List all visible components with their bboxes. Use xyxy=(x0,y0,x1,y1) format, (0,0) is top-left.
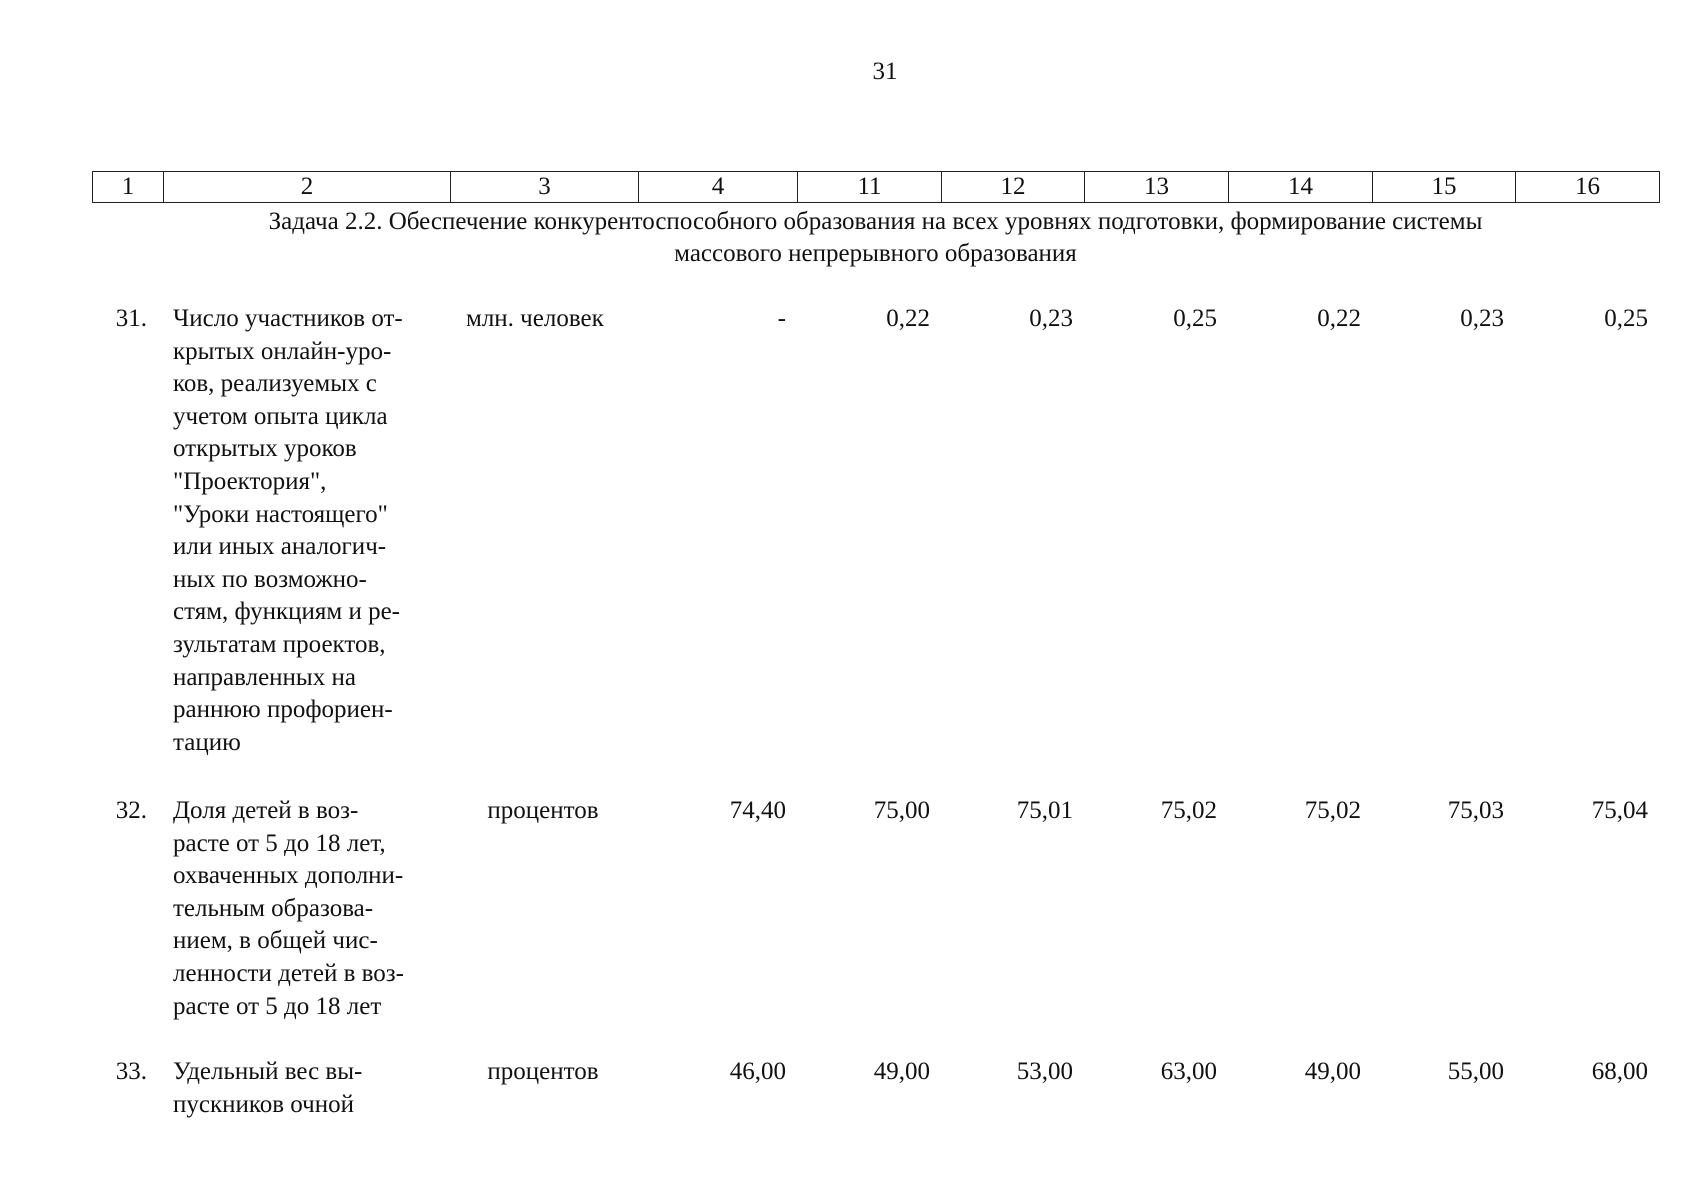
value-col-12: 0,23 xyxy=(1029,305,1073,332)
page-number: 31 xyxy=(872,58,898,85)
value-col-12: 53,00 xyxy=(1016,1058,1073,1085)
value-col-14: 49,00 xyxy=(1304,1058,1361,1085)
value-col-11: 75,00 xyxy=(873,797,930,824)
value-col-13: 0,25 xyxy=(1173,305,1217,332)
indicator-name-line: открытых уроков xyxy=(173,435,357,463)
value-col-15: 0,23 xyxy=(1460,305,1504,332)
indicator-name-line: "Проектория", xyxy=(173,467,327,495)
indicator-name-line: охваченных дополни- xyxy=(173,862,404,890)
value-col-16: 68,00 xyxy=(1591,1058,1648,1085)
indicator-name-line: крытых онлайн-уро- xyxy=(173,337,392,365)
value-col-12: 75,01 xyxy=(1016,797,1073,824)
value-col-14: 0,22 xyxy=(1317,305,1361,332)
value-col-15: 75,03 xyxy=(1447,797,1504,824)
indicator-name-line: ленности детей в воз- xyxy=(173,959,404,987)
header-col-16: 16 xyxy=(1516,172,1660,203)
indicator-name-line: ных по возможно- xyxy=(173,565,367,593)
column-number-header xyxy=(92,171,1660,203)
header-col-1: 1 xyxy=(93,172,164,203)
indicator-name-line: направленных на xyxy=(173,663,356,691)
indicator-name-line: стям, функциям и ре- xyxy=(173,598,400,626)
indicator-name-line: зультатам проектов, xyxy=(173,630,386,658)
value-col-13: 75,02 xyxy=(1160,797,1217,824)
indicator-name-line: ков, реализуемых с xyxy=(173,370,377,398)
indicator-name-line: Удельный вес вы- xyxy=(173,1058,363,1085)
unit-of-measure: процентов xyxy=(487,797,599,824)
section-title-line: массового непрерывного образования xyxy=(674,240,1077,267)
header-col-15: 15 xyxy=(1373,172,1516,203)
header-col-11: 11 xyxy=(798,172,942,203)
header-col-3: 3 xyxy=(451,172,639,203)
indicator-name-line: учетом опыта цикла xyxy=(173,402,388,430)
value-col-4: 46,00 xyxy=(729,1058,786,1085)
indicator-name-line: тацию xyxy=(173,728,241,756)
value-col-11: 49,00 xyxy=(873,1058,930,1085)
value-col-4: 74,40 xyxy=(729,797,786,824)
value-col-16: 0,25 xyxy=(1604,305,1648,332)
header-row xyxy=(93,172,1660,203)
indicator-name-line: расте от 5 до 18 лет, xyxy=(173,829,386,857)
indicator-name xyxy=(173,303,463,759)
value-col-14: 75,02 xyxy=(1304,797,1361,824)
indicator-name xyxy=(173,795,463,1023)
indicator-name-line: Число участников от- xyxy=(173,305,403,332)
header-col-2: 2 xyxy=(164,172,451,203)
header-col-14: 14 xyxy=(1229,172,1373,203)
header-col-13: 13 xyxy=(1085,172,1229,203)
indicator-name-line: "Уроки настоящего" xyxy=(173,500,388,528)
indicator-name-line: тельным образова- xyxy=(173,894,374,922)
unit-of-measure: процентов xyxy=(487,1058,599,1085)
row-number: 32. xyxy=(115,797,147,824)
indicator-name-line: расте от 5 до 18 лет xyxy=(173,992,382,1020)
row-number: 31. xyxy=(115,305,147,332)
indicator-name-line: Доля детей в воз- xyxy=(173,797,359,824)
indicator-name-line: нием, в общей чис- xyxy=(173,927,378,955)
value-col-11: 0,22 xyxy=(886,305,930,332)
section-title-line: Задача 2.2. Обеспечение конкурентоспособного образования на всех уровнях подготовки, формирование системы xyxy=(268,208,1483,235)
header-col-12: 12 xyxy=(942,172,1085,203)
indicator-name-line: или иных аналогич- xyxy=(173,533,387,561)
indicator-name-line: пускников очной xyxy=(173,1090,354,1118)
row-number: 33. xyxy=(115,1058,147,1085)
header-col-4: 4 xyxy=(639,172,798,203)
value-col-4: - xyxy=(777,305,786,332)
indicator-name xyxy=(173,1056,463,1121)
value-col-13: 63,00 xyxy=(1160,1058,1217,1085)
value-col-15: 55,00 xyxy=(1447,1058,1504,1085)
indicator-name-line: раннюю профориен- xyxy=(173,696,393,724)
unit-of-measure: млн. человек xyxy=(466,305,604,332)
section-title xyxy=(92,206,1659,270)
value-col-16: 75,04 xyxy=(1591,797,1648,824)
